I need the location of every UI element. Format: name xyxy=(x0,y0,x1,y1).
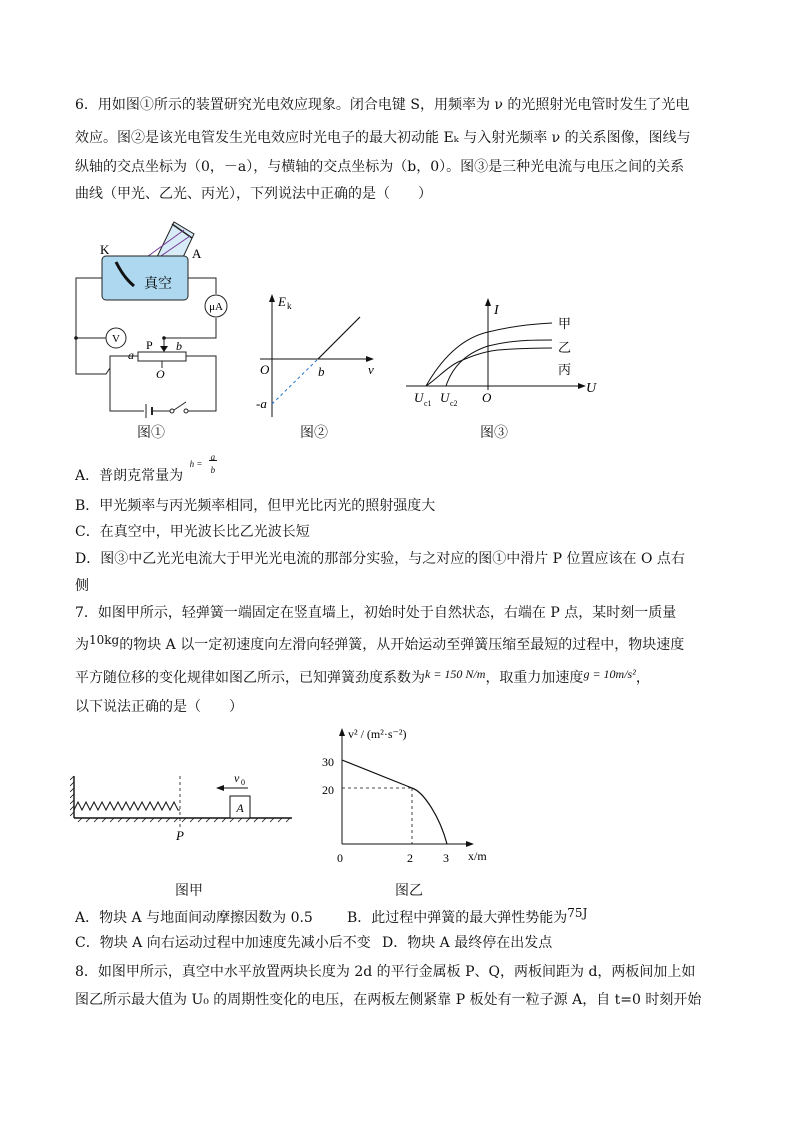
y-tick-20: 20 xyxy=(322,783,334,797)
figure-3-graph xyxy=(402,298,602,412)
ek-line xyxy=(318,317,360,359)
label-P: P xyxy=(176,828,184,843)
ek-axis-label: E xyxy=(278,294,286,309)
q6-option-d-line-2: 侧 xyxy=(75,578,89,594)
x-axis-label: x/m xyxy=(468,849,487,863)
label-P: P xyxy=(146,338,153,352)
q6-option-d-line-1: D．图③中乙光光电流大于甲光光电流的那部分实验，与之对应的图①中滑片 P 位置应该在 O 点右 xyxy=(75,551,685,567)
origin-O: O xyxy=(260,362,270,377)
uc2-sub: c2 xyxy=(450,399,458,408)
v0-sub: 0 xyxy=(241,778,245,787)
figure-2-graph xyxy=(252,292,382,422)
g-value: g = 10m/s² xyxy=(583,667,636,681)
curve-yi xyxy=(446,340,552,386)
figure-1-circuit xyxy=(66,218,236,418)
q7-line-3: 平方随位移的变化规律如图乙所示，已知弹簧劲度系数为k = 150 N/m，取重力加速度g = 10m/s²， xyxy=(75,667,650,686)
v0-label: v xyxy=(234,771,240,785)
q7-option-a: A．物块 A 与地面间动摩擦因数为 0.5 xyxy=(75,910,313,926)
q7-option-d: D．物块 A 最终停在出发点 xyxy=(382,935,553,951)
formula-h-a-over-b: h = a b xyxy=(189,452,216,475)
q8-line-2: 图乙所示最大值为 U₀ 的周期性变化的电压，在两板左侧紧靠 P 板处有一粒子源 A，自 t=0 时刻开始 xyxy=(75,992,702,1008)
q7-line-1: 7．如图甲所示，轻弹簧一端固定在竖直墙上，初始时处于自然状态，右端在 P 点，某时刻一质量 xyxy=(75,605,677,621)
y-axis-label: v² / (m²·s⁻²) xyxy=(348,727,407,741)
figure-jia-caption: 图甲 xyxy=(175,883,203,899)
label-a: a xyxy=(128,348,134,362)
extrapolated-line xyxy=(272,359,318,404)
uc1-sub: c1 xyxy=(424,399,432,408)
label-b: b xyxy=(176,339,182,353)
q8-line-1: 8．如图甲所示，真空中水平放置两块长度为 2d 的平行金属板 P、Q，两板间距为 d，两板间加上如 xyxy=(75,964,696,980)
ek-axis-sub: k xyxy=(287,301,292,311)
curve-jia xyxy=(426,323,552,386)
label-bing: 丙 xyxy=(558,362,572,377)
q6-option-a: A．普朗克常量为 h = a b xyxy=(75,466,222,486)
uc1-label: U xyxy=(414,390,424,405)
figure-yi-caption: 图乙 xyxy=(395,883,423,899)
q7-option-b: B．此过程中弹簧的最大弹性势能为75J xyxy=(347,906,588,926)
uc2-label: U xyxy=(440,390,450,405)
label-K: K xyxy=(100,242,110,257)
spring xyxy=(74,802,180,810)
tick-b: b xyxy=(318,364,325,379)
q6-line-4: 曲线（甲光、乙光、丙光），下列说法中正确的是（ ） xyxy=(75,186,432,202)
q7-line-4: 以下说法正确的是（ ） xyxy=(75,699,243,715)
x-tick-0: 0 xyxy=(337,851,343,865)
q6-option-c: C．在真空中，甲光波长比乙光波长短 xyxy=(75,524,310,540)
x-tick-2: 2 xyxy=(407,851,413,865)
k-value: k = 150 N/m xyxy=(425,667,486,681)
microammeter-label: μA xyxy=(209,301,223,313)
voltmeter-label: V xyxy=(112,333,120,345)
label-A: A xyxy=(192,246,202,261)
switch-S xyxy=(174,402,186,410)
figure-2-caption: 图② xyxy=(300,425,328,441)
u-axis-label: U xyxy=(586,381,597,396)
q7-line-2: 为10kg的物块 A 以一定初速度向左滑向轻弹簧，从开始运动至弹簧压缩至最短的过程中，物块速度 xyxy=(75,633,685,653)
y-tick-30: 30 xyxy=(322,755,334,769)
label-yi: 乙 xyxy=(558,340,572,355)
figure-jia-spring xyxy=(70,764,296,848)
label-jia: 甲 xyxy=(558,316,572,331)
origin-O: O xyxy=(482,390,492,405)
figure-1-caption: 图① xyxy=(137,425,165,441)
tick-neg-a: -a xyxy=(256,396,267,411)
nu-axis-label: ν xyxy=(368,362,374,377)
q6-line-1: 6．用如图①所示的装置研究光电效应现象。闭合电键 S，用频率为 ν 的光照射光电管时发生了光电 xyxy=(75,97,690,113)
q6-option-b: B．甲光频率与丙光频率相同，但甲光比丙光的照射强度大 xyxy=(75,498,436,514)
q7-option-c: C．物块 A 向右运动过程中加速度先减小后不变 xyxy=(75,935,371,951)
figure-yi-chart xyxy=(320,722,500,868)
series-linear-segment xyxy=(342,760,412,788)
series-curve-segment xyxy=(412,788,447,844)
block-A-label: A xyxy=(236,801,244,815)
figure-3-caption: 图③ xyxy=(480,425,508,441)
q6-line-2: 效应。图②是该光电管发生光电效应时光电子的最大初动能 Eₖ 与入射光频率 ν 的关系图像，图线与 xyxy=(75,130,691,146)
rheostat xyxy=(138,352,186,361)
mass-value: 10kg xyxy=(89,633,120,647)
curve-bing xyxy=(426,348,552,386)
label-O: O xyxy=(156,367,165,381)
i-axis-label: I xyxy=(494,303,499,318)
max-elastic-energy: 75J xyxy=(567,906,588,920)
x-tick-3: 3 xyxy=(443,851,449,865)
q6-line-3: 纵轴的交点坐标为（0，－a），与横轴的交点坐标为（b，0）。图③是三种光电流与电压之间的关系 xyxy=(75,159,685,175)
vacuum-label: 真空 xyxy=(144,277,172,292)
